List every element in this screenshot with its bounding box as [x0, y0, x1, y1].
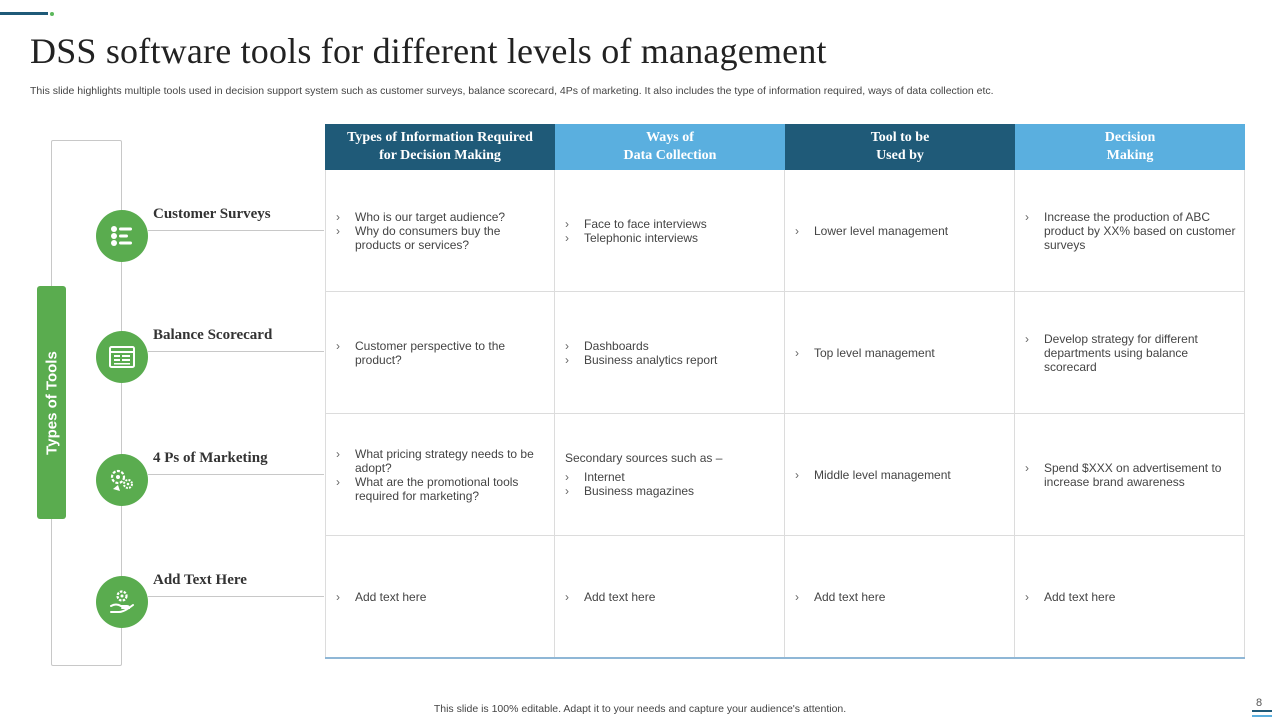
table-cell: › Top level management [785, 292, 1015, 414]
table-cell: › Lower level management [785, 170, 1015, 292]
table-cell: › Dashboards › Business analytics report [555, 292, 785, 414]
types-of-tools-label [37, 286, 66, 519]
tool-label: Add Text Here [153, 572, 247, 588]
table-cell: › What pricing strategy needs to be adopt? › What are the promotional tools required for marketing? [325, 414, 555, 536]
top-accent-dot [50, 12, 54, 16]
survey-checklist-icon [96, 210, 148, 262]
top-accent-bar [0, 12, 48, 15]
table-cell: › Spend $XXX on advertisement to increase brand awareness [1015, 414, 1245, 536]
table-cell: › Face to face interviews › Telephonic interviews [555, 170, 785, 292]
tool-customer-surveys [96, 206, 326, 266]
tool-4ps-marketing [96, 450, 326, 510]
tool-label: 4 Ps of Marketing [153, 450, 268, 466]
table-cell: › Who is our target audience? › Why do consumers buy the products or services? [325, 170, 555, 292]
marketing-gears-icon [96, 454, 148, 506]
table-cell: Secondary sources such as – › Internet › Business magazines [555, 414, 785, 536]
table-cell: › Increase the production of ABC product by XX% based on customer surveys [1015, 170, 1245, 292]
header-information-required: Types of Information Required for Decision Making [325, 124, 555, 170]
page-title: DSS software tools for different levels of management [30, 31, 827, 71]
tools-table [325, 124, 1245, 659]
table-cell: › Add text here [325, 536, 555, 658]
table-cell: › Add text here [1015, 536, 1245, 658]
table-cell: › Middle level management [785, 414, 1015, 536]
types-of-tools-text: Types of Tools [43, 350, 60, 455]
footer-note: This slide is 100% editable. Adapt it to your needs and capture your audience's attention. [433, 703, 847, 715]
table-cell: › Develop strategy for different departments using balance scorecard [1015, 292, 1245, 414]
page-subtitle: This slide highlights multiple tools used in decision support system such as customer surveys, balance scorecard, 4Ps of marketing. It also includes the type of information required, ways of data collection etc. [30, 85, 994, 97]
hand-gear-icon [96, 576, 148, 628]
tool-label: Customer Surveys [153, 206, 271, 222]
tool-connector-line [148, 596, 324, 597]
tool-connector-line [148, 230, 324, 231]
tool-balance-scorecard [96, 327, 326, 387]
tool-connector-line [148, 474, 324, 475]
page-accent-bar [1252, 710, 1272, 712]
dashboard-window-icon [96, 331, 148, 383]
header-decision-making: Decision Making [1015, 124, 1245, 170]
tool-add-text [96, 572, 326, 632]
header-data-collection: Ways of Data Collection [555, 124, 785, 170]
page-accent-bar [1252, 715, 1272, 717]
table-cell: › Customer perspective to the product? [325, 292, 555, 414]
table-bottom-rule [325, 657, 1245, 659]
tool-label: Balance Scorecard [153, 327, 273, 343]
tool-connector-line [148, 351, 324, 352]
header-used-by: Tool to be Used by [785, 124, 1015, 170]
table-cell: › Add text here [785, 536, 1015, 658]
table-cell: › Add text here [555, 536, 785, 658]
page-number: 8 [1256, 697, 1263, 709]
